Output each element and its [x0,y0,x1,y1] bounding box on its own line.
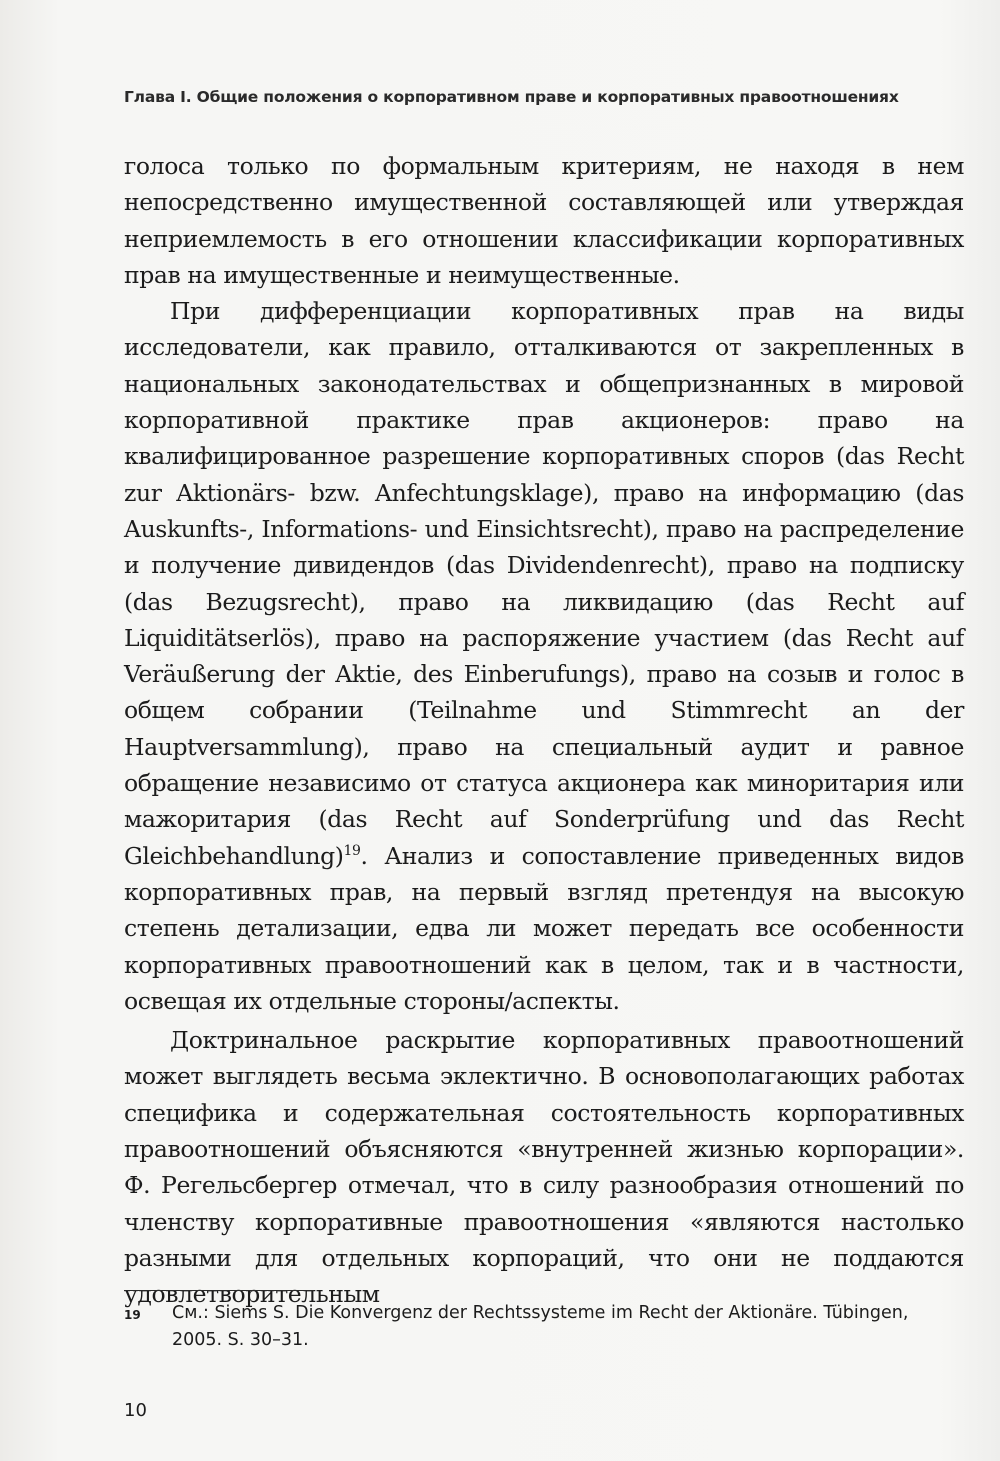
paragraph-1: голоса только по формальным критериям, не находя в нем непосредственно имущественной составляющей или утверждая неприемлемость в его отношении классификации корпоративных прав на имущественные и неимущественные. [124,152,964,289]
paragraph-2-main: При дифференциации корпоративных прав на виды исследователи, как правило, отталкиваются от закрепленных в национальных законодательствах и общепризнанных в мировой корпоративной практике прав акционеров: право на квалифицированное разрешение корпоративных споров (das Recht zur Aktionärs- bzw. Anfechtungsklage), право на информацию (das Auskunfts-, Informations- und Einsichtsrecht), право на распределение и получение дивидендов (das Dividendenrecht), право на подписку (das Bezugsrecht), право на ликвидацию (das Recht auf Liquiditätserlös), право на распоряжение участием (das Recht auf Veräußerung der Aktie, des Einberufungs), право на созыв и голос в общем собрании (Teilnahme und Stimmrecht an der Hauptversammlung), право на специальный аудит и равное обращение независимо от статуса акционера как миноритария или мажоритария (das Recht auf Sonderprüfung und das Recht Gleichbehandlung) [124,297,964,870]
footnote-text: См.: Siems S. Die Konvergenz der Rechtssysteme im Recht der Aktionäre. Tübingen, 2005. S. 30–31. [172,1303,909,1350]
paragraph-2-tail: . Анализ и сопоставление приведенных видов корпоративных прав, на первый взгляд претендуя на высокую степень детализации, едва ли может передать все особенности корпоративных правоотношений как в целом, так и в частности, освещая их отдельные стороны/аспекты. [124,841,964,1015]
footnote [124,1300,964,1354]
footnote-number: 19 [124,1308,141,1322]
page-number: 10 [124,1400,147,1421]
paragraph-2 [124,293,964,1019]
running-header: Глава I. Общие положения о корпоративном праве и корпоративных правоотношениях [124,88,899,106]
footnote-separator [124,1290,314,1291]
footnote-reference[interactable]: 19 [343,842,361,859]
paragraph-3: Доктринальное раскрытие корпоративных правоотношений может выглядеть весьма эклектично. В основополагающих работах специфика и содержательная состоятельность корпоративных правоотношений объясняются «внутренней жизнью корпорации». Ф. Регельсбергер отмечал, что в силу разнообразия отношений по членству корпоративные правоотношения «являются настолько разными для отдельных корпораций, что они не поддаются удовлетворительным [124,1026,964,1309]
main-text [124,148,964,1313]
